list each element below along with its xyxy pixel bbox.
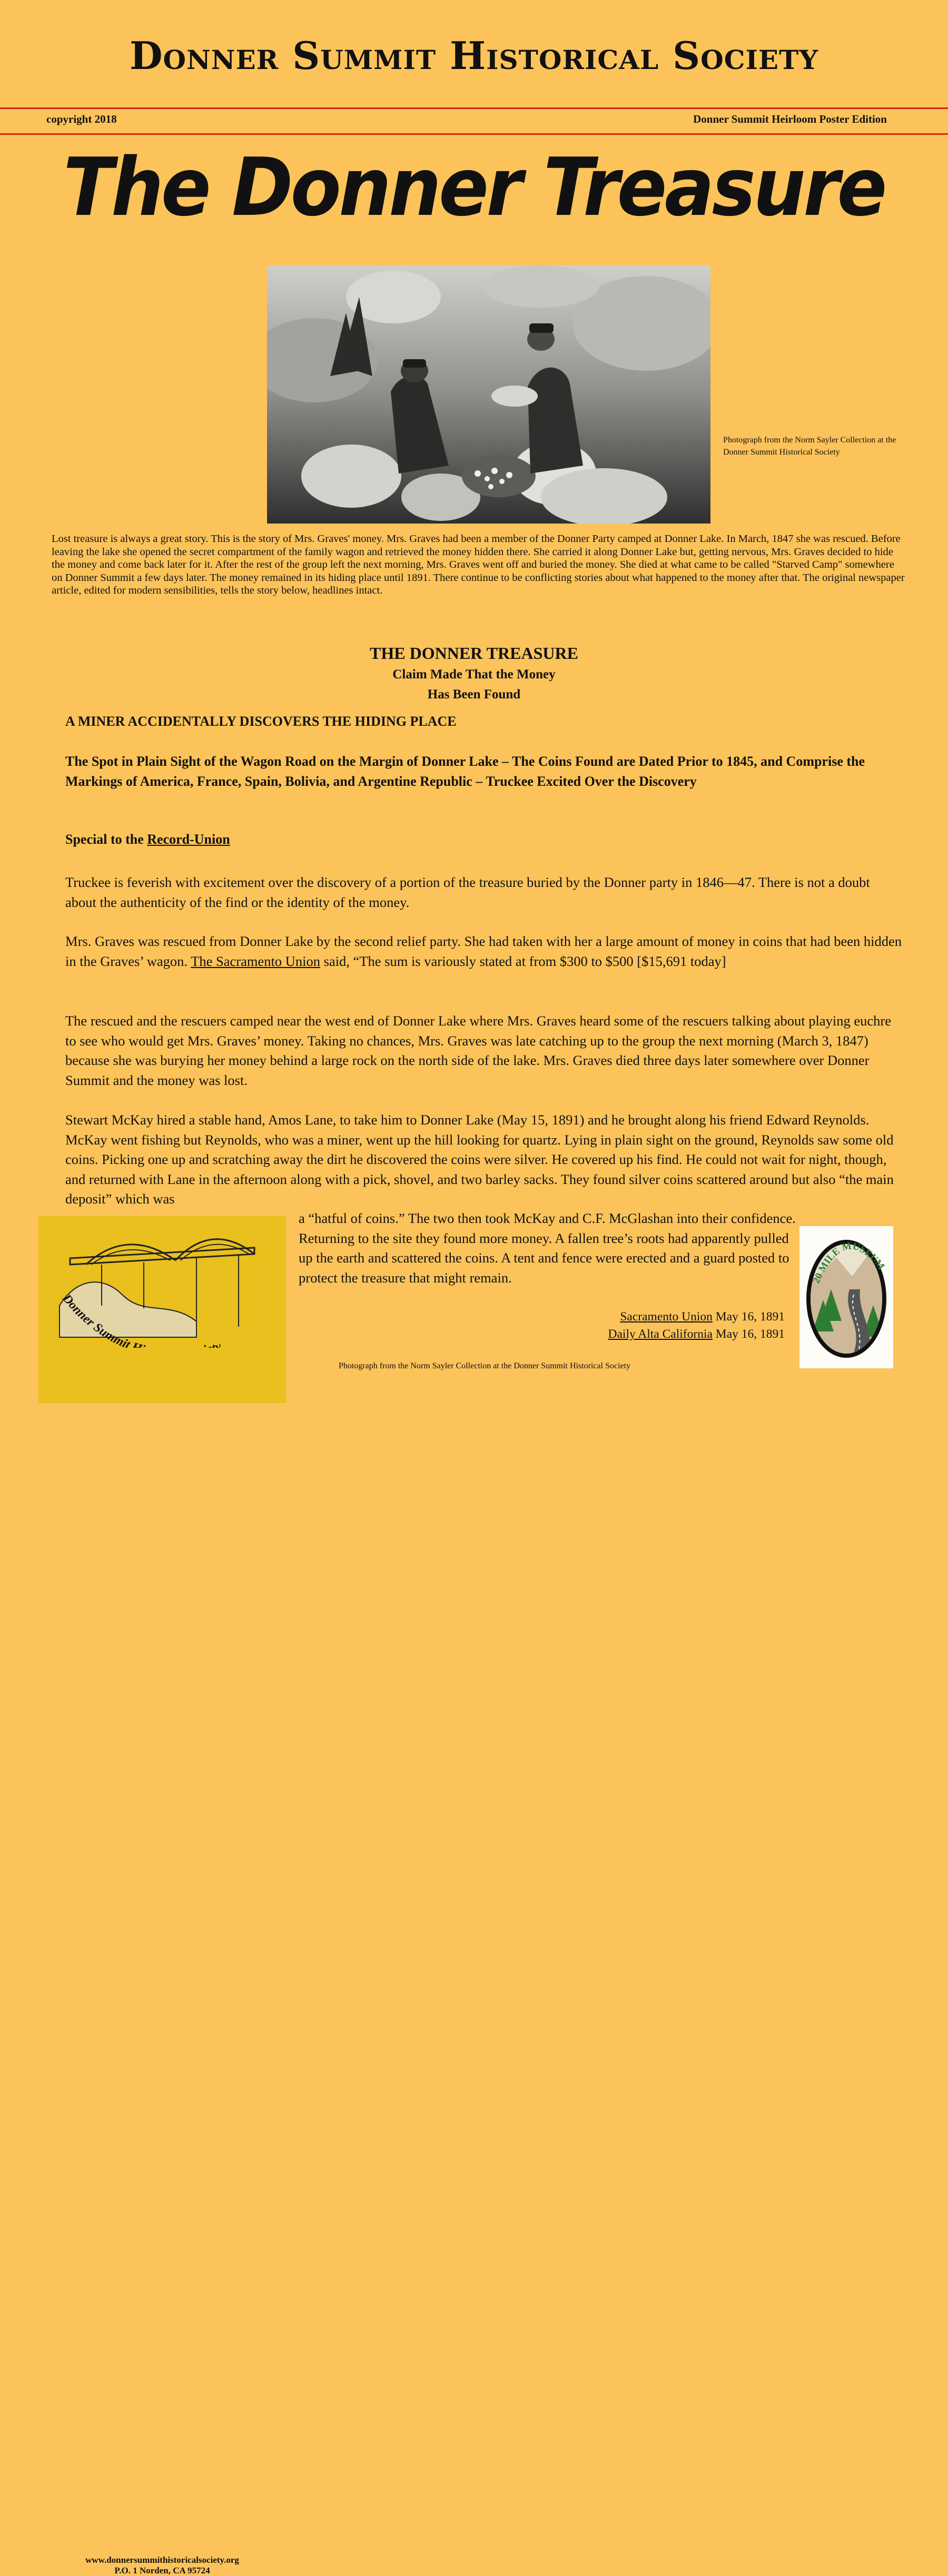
article-paragraph-1: Truckee is feverish with excitement over the discovery of a portion of the treasure buried by the Donner party in 1846—47. There is not a doubt about the authenticity of the find or the identity of the money. [65,874,870,910]
museum-logo-name: 20 MILE MUSEUM [811,1240,887,1285]
p2-text-b: said, “The sum is variously stated at from $300 to $500 [$15,691 today] [320,953,726,969]
article-paragraph-4-continued: a “hatful of coins.” The two then took McKay and C.F. McGlashan into their confidence. Returning to the site they found more money. A fallen tree’s roots had apparently pulled up the earth and scattered the coins. A tent and fence were erected and a guard posted to protect the treasure that might remain. [299,1210,796,1286]
record-union-name: Record-Union [147,832,230,847]
article-headline: THE DONNER TREASURE [370,644,578,663]
article-paragraph-2 [65,932,903,971]
article-subhead-1: Claim Made That the Money [392,667,556,682]
photo-credit: Photograph from the Norm Sayler Collection at the Donner Summit Historical Society [723,436,896,457]
bottom-photo-credit: Photograph from the Norm Sayler Collection at the Donner Summit Historical Society [338,1361,631,1370]
dshs-logo [38,1216,286,2575]
article-paragraph-4: Stewart McKay hired a stable hand, Amos Lane, to take him to Donner Lake (May 15, 1891) and he brought along his friend Edward Reynolds. McKay went fishing but Reynolds, who was a miner, went up the hill looking for quartz. Lying in plain sight on the ground, Reynolds saw some old coins. Picking one up and scratching away the dirt he discovered the coins were silver. He covered up his find. He could not wait for night, though, and returned with Lane in the afternoon along with a pick, shovel, and two barley sacks. They found silver coins scattered around but also “the main deposit” which was [65,1112,894,1207]
article-paragraph-3: The rescued and the rescuers camped near the west end of Donner Lake where Mrs. Graves heard some of the rescuers talking about playing euchre to see who would get Mrs. Graves’ money. Taking no chances, Mrs. Graves was late catching up to the group the next morning (March 3, 1847) because she was burying her money behind a large rock on the north side of the lake. Mrs. Graves died three days later somewhere over Donner Summit and the money was lost. [65,1013,892,1088]
header-rule-top [0,107,948,109]
historic-photograph [267,265,710,524]
article-deck: The Spot in Plain Sight of the Wagon Road on the Margin of Donner Lake – The Coins Found are Dated Prior to 1845, and Comprise the Markings of America, France, Spain, Bolivia, and Argentine Republic – Truckee Excited Over the Discovery [65,754,865,789]
sacramento-union-name: The Sacramento Union [191,953,320,969]
museum-logo [799,1226,893,1368]
citation-paper: Daily Alta California [608,1327,713,1341]
society-masthead: Donner Summit Historical Society [130,33,818,78]
article-kicker: A MINER ACCIDENTALLY DISCOVERS THE HIDING PLACE [65,714,457,729]
citations [608,1308,785,1343]
copyright-notice: copyright 2018 [46,113,117,125]
citation [608,1308,785,1326]
special-dateline [65,832,230,847]
citation-date: May 16, 1891 [712,1310,785,1324]
p2-text-a: Mrs. Graves was rescued from Donner Lake by the second relief party. She had taken with her a large amount of money in coins that had been hidden in the Graves’ wagon. [65,933,902,969]
museum-emblem-icon [799,1226,893,1368]
citation-paper: Sacramento Union [620,1310,713,1324]
bridge-emblem-icon [38,1216,286,1348]
edition-label: Donner Summit Heirloom Poster Edition [693,113,887,125]
dshs-logo-name: Donner Summit y [60,1291,223,1348]
poster-title: The Donner Treasure [63,141,885,234]
citation [608,1326,785,1343]
dshs-address: P.O. 1 Norden, CA 95724 [114,2565,210,2575]
dshs-contact [38,2555,286,2576]
citation-date: May 16, 1891 [712,1327,785,1341]
header-rule-bottom [0,133,948,135]
article-subhead-2: Has Been Found [427,687,521,702]
special-prefix: Special to the [65,832,147,847]
dshs-website: www.donnersummithistoricalsociety.org [85,2555,239,2565]
intro-paragraph: Lost treasure is always a great story. This is the story of Mrs. Graves' money. Mrs. Graves had been a member of the Donner Party camped at Donner Lake. In March, 1847 she was rescued. Before leaving the lake she opened the secret compartment of the family wagon and retrieved the money hidden there. She carried it along Donner Lake but, getting nervous, Mrs. Graves decided to hide the money and come back later for it. After the rest of the group left the next morning, Mrs. Graves went off and buried the money. She died at what came to be called "Starved Camp" somewhere on Donner Summit a few days later. The money remained in its hiding place until 1891. There continue to be conflicting stories about what happened to the money after that. The original newspaper article, edited for modern sensibilities, tells the story below, headlines intact. [52,533,905,596]
